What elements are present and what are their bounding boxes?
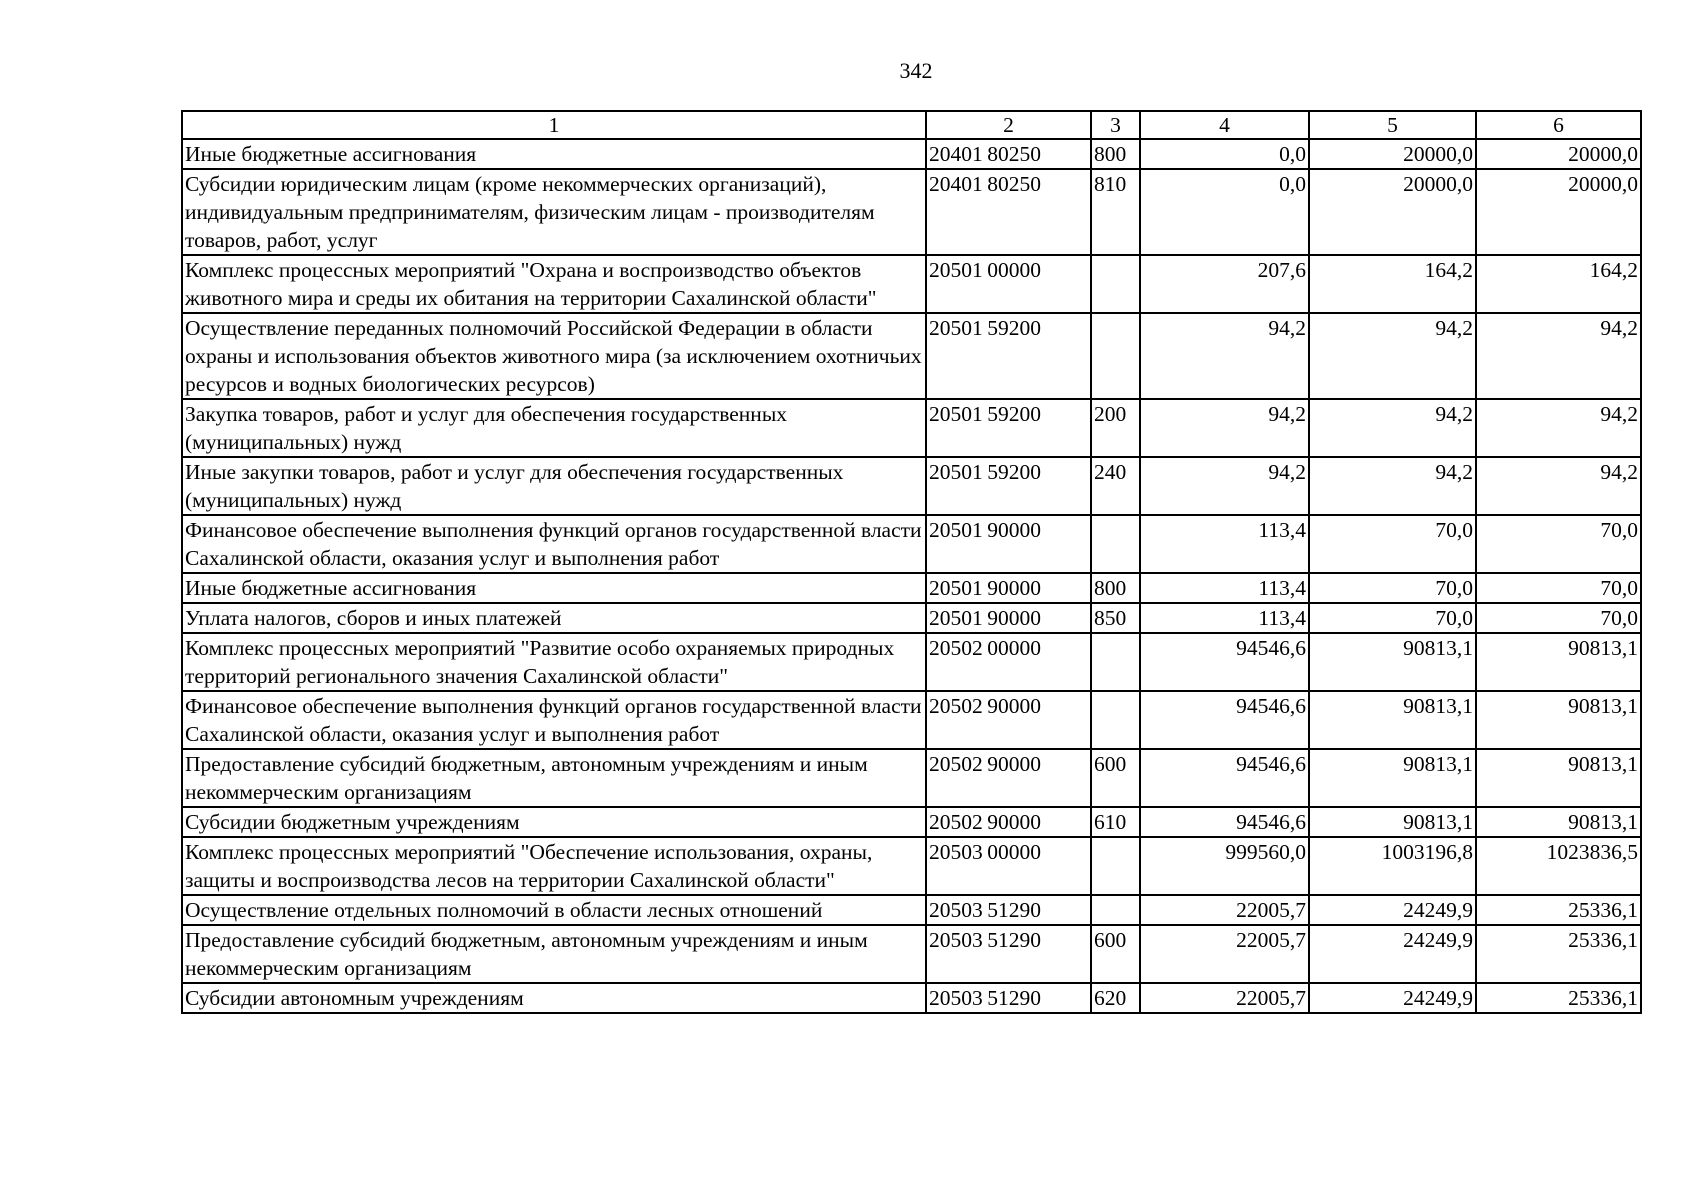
table-row bbox=[182, 573, 1641, 603]
row-value-col4: 94,2 bbox=[1140, 399, 1309, 457]
row-code-direction: 90000 bbox=[987, 606, 1041, 630]
row-code-direction: 90000 bbox=[987, 752, 1041, 776]
row-value-col6: 70,0 bbox=[1476, 573, 1641, 603]
page-number: 342 bbox=[899, 58, 933, 83]
table-row bbox=[182, 749, 1641, 807]
row-code bbox=[926, 633, 1091, 691]
row-expense-type bbox=[1091, 633, 1140, 691]
row-value-col4: 113,4 bbox=[1140, 603, 1309, 633]
row-value-col4: 94546,6 bbox=[1140, 807, 1309, 837]
row-code bbox=[926, 807, 1091, 837]
row-value-col5: 70,0 bbox=[1309, 573, 1476, 603]
row-value-col4: 0,0 bbox=[1140, 139, 1309, 169]
table-row bbox=[182, 807, 1641, 837]
row-name: Иные бюджетные ассигнования bbox=[182, 139, 926, 169]
row-value-col4: 94,2 bbox=[1140, 313, 1309, 399]
table-row bbox=[182, 633, 1641, 691]
table-row bbox=[182, 691, 1641, 749]
row-value-col5: 90813,1 bbox=[1309, 749, 1476, 807]
row-code-direction: 51290 bbox=[987, 898, 1041, 922]
row-name: Финансовое обеспечение выполнения функций органов государственной власти Сахалинской области, оказания услуг и выполнения работ bbox=[182, 691, 926, 749]
budget-table bbox=[181, 110, 1642, 1014]
row-code-program: 20501 bbox=[929, 316, 983, 340]
header-cell: 6 bbox=[1476, 111, 1641, 139]
row-value-col4: 94546,6 bbox=[1140, 749, 1309, 807]
row-name: Осуществление переданных полномочий Российской Федерации в области охраны и использования объектов животного мира (за исключением охотничьих ресурсов и водных биологических ресурсов) bbox=[182, 313, 926, 399]
row-value-col6: 25336,1 bbox=[1476, 925, 1641, 983]
row-value-col4: 94546,6 bbox=[1140, 633, 1309, 691]
row-name: Предоставление субсидий бюджетным, автономным учреждениям и иным некоммерческим организациям bbox=[182, 749, 926, 807]
table-row bbox=[182, 895, 1641, 925]
header-cell: 5 bbox=[1309, 111, 1476, 139]
table-row bbox=[182, 515, 1641, 573]
row-code bbox=[926, 515, 1091, 573]
row-value-col4: 22005,7 bbox=[1140, 983, 1309, 1013]
row-name: Комплекс процессных мероприятий "Охрана и воспроизводство объектов животного мира и среды их обитания на территории Сахалинской области" bbox=[182, 255, 926, 313]
row-code-program: 20401 bbox=[929, 172, 983, 196]
row-name: Осуществление отдельных полномочий в области лесных отношений bbox=[182, 895, 926, 925]
row-value-col4: 999560,0 bbox=[1140, 837, 1309, 895]
row-value-col5: 24249,9 bbox=[1309, 925, 1476, 983]
row-code-program: 20502 bbox=[929, 694, 983, 718]
row-code bbox=[926, 895, 1091, 925]
row-expense-type: 200 bbox=[1091, 399, 1140, 457]
row-value-col6: 90813,1 bbox=[1476, 749, 1641, 807]
row-value-col5: 164,2 bbox=[1309, 255, 1476, 313]
row-code bbox=[926, 169, 1091, 255]
row-code-direction: 90000 bbox=[987, 518, 1041, 542]
row-value-col6: 1023836,5 bbox=[1476, 837, 1641, 895]
row-expense-type: 850 bbox=[1091, 603, 1140, 633]
row-value-col6: 70,0 bbox=[1476, 515, 1641, 573]
header-cell: 1 bbox=[182, 111, 926, 139]
row-value-col5: 70,0 bbox=[1309, 515, 1476, 573]
row-value-col6: 94,2 bbox=[1476, 399, 1641, 457]
row-expense-type: 610 bbox=[1091, 807, 1140, 837]
row-value-col6: 94,2 bbox=[1476, 313, 1641, 399]
row-code bbox=[926, 983, 1091, 1013]
row-expense-type: 600 bbox=[1091, 925, 1140, 983]
row-code-program: 20502 bbox=[929, 810, 983, 834]
row-value-col5: 24249,9 bbox=[1309, 895, 1476, 925]
row-value-col6: 25336,1 bbox=[1476, 895, 1641, 925]
table-row bbox=[182, 925, 1641, 983]
row-expense-type bbox=[1091, 255, 1140, 313]
row-code-program: 20503 bbox=[929, 898, 983, 922]
row-code-program: 20503 bbox=[929, 928, 983, 952]
row-value-col5: 1003196,8 bbox=[1309, 837, 1476, 895]
row-code bbox=[926, 313, 1091, 399]
row-code bbox=[926, 573, 1091, 603]
row-name: Иные закупки товаров, работ и услуг для обеспечения государственных (муниципальных) нужд bbox=[182, 457, 926, 515]
row-value-col6: 20000,0 bbox=[1476, 169, 1641, 255]
row-code bbox=[926, 139, 1091, 169]
row-expense-type bbox=[1091, 515, 1140, 573]
row-code-direction: 90000 bbox=[987, 576, 1041, 600]
row-value-col6: 164,2 bbox=[1476, 255, 1641, 313]
row-code-program: 20501 bbox=[929, 460, 983, 484]
row-expense-type bbox=[1091, 691, 1140, 749]
row-expense-type: 620 bbox=[1091, 983, 1140, 1013]
row-name: Субсидии бюджетным учреждениям bbox=[182, 807, 926, 837]
row-code-direction: 90000 bbox=[987, 810, 1041, 834]
table-row bbox=[182, 837, 1641, 895]
row-name: Финансовое обеспечение выполнения функций органов государственной власти Сахалинской области, оказания услуг и выполнения работ bbox=[182, 515, 926, 573]
row-name: Комплекс процессных мероприятий "Развитие особо охраняемых природных территорий регионального значения Сахалинской области" bbox=[182, 633, 926, 691]
row-expense-type bbox=[1091, 837, 1140, 895]
row-code-program: 20502 bbox=[929, 636, 983, 660]
row-code bbox=[926, 749, 1091, 807]
row-name: Иные бюджетные ассигнования bbox=[182, 573, 926, 603]
row-code-direction: 80250 bbox=[987, 172, 1041, 196]
row-code bbox=[926, 603, 1091, 633]
row-value-col5: 94,2 bbox=[1309, 399, 1476, 457]
row-code-program: 20501 bbox=[929, 576, 983, 600]
row-value-col4: 207,6 bbox=[1140, 255, 1309, 313]
row-code-program: 20501 bbox=[929, 258, 983, 282]
row-code-program: 20503 bbox=[929, 840, 983, 864]
row-expense-type: 800 bbox=[1091, 139, 1140, 169]
row-name: Предоставление субсидий бюджетным, автономным учреждениям и иным некоммерческим организациям bbox=[182, 925, 926, 983]
row-code-direction: 00000 bbox=[987, 258, 1041, 282]
row-name: Комплекс процессных мероприятий "Обеспечение использования, охраны, защиты и воспроизводства лесов на территории Сахалинской области" bbox=[182, 837, 926, 895]
row-value-col6: 94,2 bbox=[1476, 457, 1641, 515]
row-value-col5: 90813,1 bbox=[1309, 691, 1476, 749]
row-code-direction: 59200 bbox=[987, 460, 1041, 484]
row-expense-type: 240 bbox=[1091, 457, 1140, 515]
row-value-col5: 20000,0 bbox=[1309, 139, 1476, 169]
row-value-col4: 113,4 bbox=[1140, 573, 1309, 603]
table-row bbox=[182, 399, 1641, 457]
row-code-program: 20503 bbox=[929, 986, 983, 1010]
row-value-col5: 70,0 bbox=[1309, 603, 1476, 633]
row-code bbox=[926, 399, 1091, 457]
row-code-program: 20501 bbox=[929, 606, 983, 630]
row-code-direction: 51290 bbox=[987, 986, 1041, 1010]
table-row bbox=[182, 457, 1641, 515]
row-code bbox=[926, 925, 1091, 983]
row-code bbox=[926, 255, 1091, 313]
row-code-direction: 80250 bbox=[987, 142, 1041, 166]
row-value-col6: 90813,1 bbox=[1476, 807, 1641, 837]
row-value-col6: 25336,1 bbox=[1476, 983, 1641, 1013]
row-code-direction: 59200 bbox=[987, 316, 1041, 340]
table-row bbox=[182, 169, 1641, 255]
row-value-col5: 24249,9 bbox=[1309, 983, 1476, 1013]
row-value-col5: 20000,0 bbox=[1309, 169, 1476, 255]
row-value-col5: 94,2 bbox=[1309, 313, 1476, 399]
row-code-program: 20401 bbox=[929, 142, 983, 166]
row-value-col6: 90813,1 bbox=[1476, 691, 1641, 749]
row-code bbox=[926, 691, 1091, 749]
table-row bbox=[182, 983, 1641, 1013]
row-value-col6: 20000,0 bbox=[1476, 139, 1641, 169]
row-code-program: 20502 bbox=[929, 752, 983, 776]
row-value-col4: 113,4 bbox=[1140, 515, 1309, 573]
row-expense-type bbox=[1091, 895, 1140, 925]
row-code bbox=[926, 457, 1091, 515]
row-expense-type: 800 bbox=[1091, 573, 1140, 603]
row-name: Закупка товаров, работ и услуг для обеспечения государственных (муниципальных) нужд bbox=[182, 399, 926, 457]
row-expense-type: 600 bbox=[1091, 749, 1140, 807]
row-code-direction: 00000 bbox=[987, 840, 1041, 864]
header-cell: 4 bbox=[1140, 111, 1309, 139]
row-value-col4: 94,2 bbox=[1140, 457, 1309, 515]
row-name: Уплата налогов, сборов и иных платежей bbox=[182, 603, 926, 633]
row-expense-type: 810 bbox=[1091, 169, 1140, 255]
row-value-col5: 94,2 bbox=[1309, 457, 1476, 515]
table-row bbox=[182, 313, 1641, 399]
row-value-col6: 90813,1 bbox=[1476, 633, 1641, 691]
row-code-direction: 00000 bbox=[987, 636, 1041, 660]
row-name: Субсидии автономным учреждениям bbox=[182, 983, 926, 1013]
row-name: Субсидии юридическим лицам (кроме некоммерческих организаций), индивидуальным предпринимателям, физическим лицам - производителям товаров, работ, услуг bbox=[182, 169, 926, 255]
header-row bbox=[182, 111, 1641, 139]
row-value-col4: 22005,7 bbox=[1140, 925, 1309, 983]
row-value-col5: 90813,1 bbox=[1309, 807, 1476, 837]
row-code bbox=[926, 837, 1091, 895]
row-value-col6: 70,0 bbox=[1476, 603, 1641, 633]
row-code-program: 20501 bbox=[929, 402, 983, 426]
row-value-col4: 94546,6 bbox=[1140, 691, 1309, 749]
row-value-col4: 22005,7 bbox=[1140, 895, 1309, 925]
header-cell: 3 bbox=[1091, 111, 1140, 139]
table-row bbox=[182, 603, 1641, 633]
row-expense-type bbox=[1091, 313, 1140, 399]
row-code-direction: 90000 bbox=[987, 694, 1041, 718]
row-code-direction: 59200 bbox=[987, 402, 1041, 426]
table-row bbox=[182, 255, 1641, 313]
row-code-direction: 51290 bbox=[987, 928, 1041, 952]
row-code-program: 20501 bbox=[929, 518, 983, 542]
header-cell: 2 bbox=[926, 111, 1091, 139]
row-value-col4: 0,0 bbox=[1140, 169, 1309, 255]
table-row bbox=[182, 139, 1641, 169]
row-value-col5: 90813,1 bbox=[1309, 633, 1476, 691]
